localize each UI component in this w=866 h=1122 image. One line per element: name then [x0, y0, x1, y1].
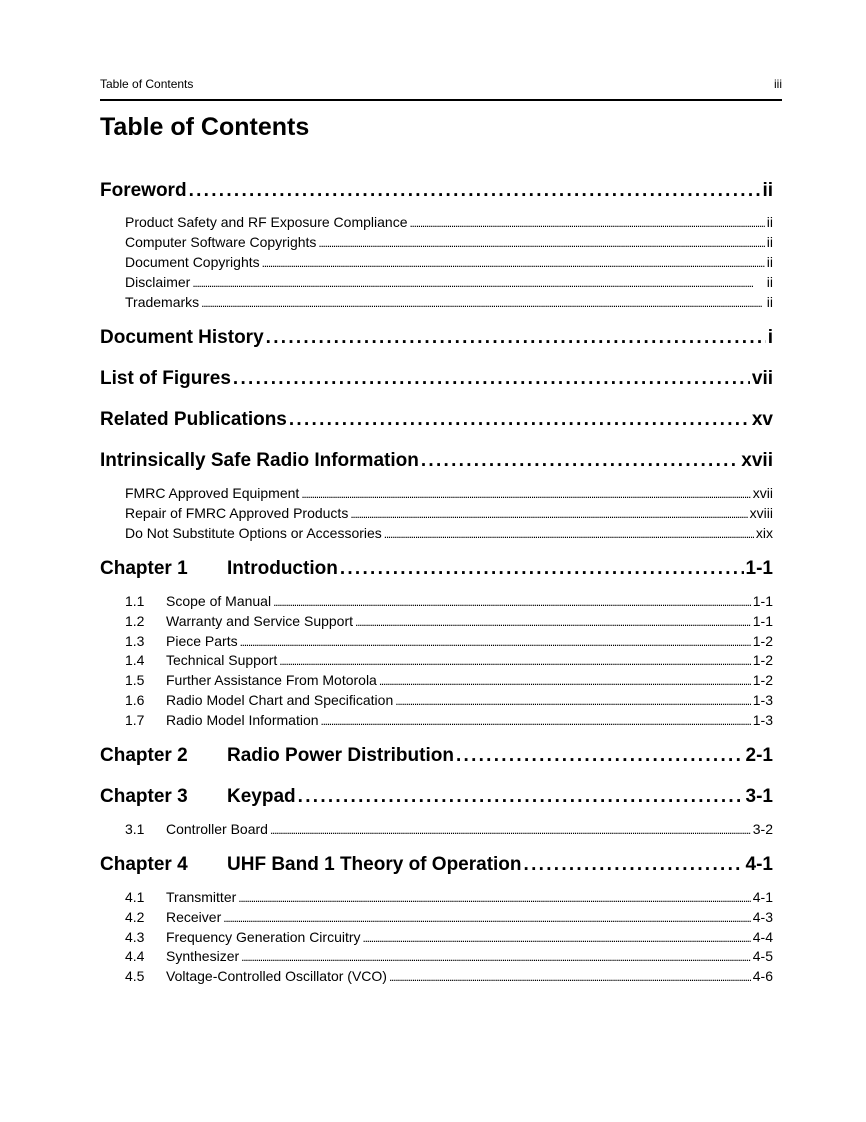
toc-entry-page-number: 4-5 [752, 948, 773, 964]
toc-section-entry[interactable] [125, 633, 773, 652]
toc-entry-page-number: ii [766, 214, 773, 230]
dot-leader [201, 294, 765, 310]
toc-entry-title: Do Not Substitute Options or Accessories [125, 525, 382, 541]
toc-entry-title: Scope of Manual [166, 593, 272, 609]
toc-entry-title: Document Copyrights [125, 254, 260, 270]
toc-entry-page-number: xvii [752, 485, 773, 501]
dot-leader [241, 948, 751, 964]
toc-entry-page-number: 2-1 [745, 745, 773, 766]
dot-leader [262, 254, 765, 270]
toc-entry-title: Warranty and Service Support [166, 613, 354, 629]
toc-section-entry[interactable] [125, 525, 773, 544]
toc-section-entry[interactable] [125, 294, 773, 313]
dot-leader [524, 854, 744, 876]
dot-leader [238, 889, 750, 905]
toc-entry-title: Synthesizer [166, 948, 240, 964]
dot-leader [192, 274, 764, 290]
toc-chapter-entry[interactable] [100, 327, 773, 351]
toc-entry-number: 4.2 [125, 909, 145, 925]
toc-section-entry[interactable] [125, 613, 773, 632]
dot-leader [340, 558, 744, 580]
toc-section-entry[interactable] [125, 821, 773, 840]
toc-entry-page-number: xv [751, 409, 773, 430]
toc-entry-page-number: 1-1 [752, 613, 773, 629]
toc-entry-page-number: 4-6 [752, 968, 773, 984]
toc-entry-page-number: ii [766, 274, 773, 290]
toc-entry-number: Chapter 4 [100, 854, 188, 875]
toc-entry-title: Foreword [100, 180, 187, 201]
dot-leader [363, 929, 751, 945]
toc-entry-page-number: 4-1 [745, 854, 773, 875]
toc-section-entry[interactable] [125, 889, 773, 908]
toc-section-entry[interactable] [125, 948, 773, 967]
dot-leader [240, 633, 751, 649]
toc-entry-number: 4.4 [125, 948, 145, 964]
toc-entry-page-number: 4-3 [752, 909, 773, 925]
dot-leader [350, 505, 747, 521]
running-header [100, 77, 782, 101]
toc-entry-title: Keypad [227, 786, 296, 807]
toc-section-entry[interactable] [125, 692, 773, 711]
toc-entry-title: Piece Parts [166, 633, 238, 649]
toc-entry-page-number: ii [766, 234, 773, 250]
toc-entry-number: 4.3 [125, 929, 145, 945]
toc-chapter-entry[interactable] [100, 368, 773, 392]
dot-leader [301, 485, 750, 501]
toc-chapter-entry[interactable] [100, 854, 773, 878]
toc-section-entry[interactable] [125, 274, 773, 293]
toc-section-entry[interactable] [125, 593, 773, 612]
toc-entry-page-number: xix [755, 525, 773, 541]
dot-leader [384, 525, 754, 541]
dot-leader [273, 593, 751, 609]
toc-entry-page-number: 3-1 [745, 786, 773, 807]
dot-leader [266, 327, 766, 349]
toc-entry-title: Controller Board [166, 821, 268, 837]
toc-entry-number: 1.3 [125, 633, 145, 649]
toc-entry-title: Further Assistance From Motorola [166, 672, 377, 688]
toc-section-entry[interactable] [125, 254, 773, 273]
toc-entry-title: List of Figures [100, 368, 231, 389]
toc-section-entry[interactable] [125, 672, 773, 691]
dot-leader [223, 909, 751, 925]
toc-entry-title: Related Publications [100, 409, 287, 430]
toc-entry-number: 4.1 [125, 889, 145, 905]
toc-entry-page-number: 3-2 [752, 821, 773, 837]
dot-leader [289, 409, 750, 431]
dot-leader [318, 234, 764, 250]
toc-entry-number: Chapter 1 [100, 558, 188, 579]
dot-leader [389, 968, 751, 984]
toc-section-entry[interactable] [125, 234, 773, 253]
dot-leader [270, 821, 751, 837]
toc-entry-page-number: 1-3 [752, 692, 773, 708]
toc-entry-page-number: ii [762, 180, 773, 201]
toc-section-entry[interactable] [125, 929, 773, 948]
dot-leader [379, 672, 751, 688]
toc-entry-title: Radio Power Distribution [227, 745, 454, 766]
toc-entry-page-number: 4-1 [752, 889, 773, 905]
toc-entry-number: 1.7 [125, 712, 145, 728]
toc-entry-title: Frequency Generation Circuitry [166, 929, 361, 945]
toc-entry-number: 1.1 [125, 593, 145, 609]
dot-leader [395, 692, 751, 708]
toc-section-entry[interactable] [125, 909, 773, 928]
toc-entry-page-number: xvii [741, 450, 773, 471]
toc-entry-number: 4.5 [125, 968, 145, 984]
toc-entry-page-number: 1-3 [752, 712, 773, 728]
toc-section-entry[interactable] [125, 712, 773, 731]
toc-entry-title: UHF Band 1 Theory of Operation [227, 854, 522, 875]
toc-chapter-entry[interactable] [100, 450, 773, 474]
dot-leader [233, 368, 750, 390]
toc-entry-page-number: 1-2 [752, 672, 773, 688]
toc-entry-title: Radio Model Chart and Specification [166, 692, 394, 708]
toc-entry-page-number: 1-1 [745, 558, 773, 579]
toc-entry-title: Introduction [227, 558, 338, 579]
dot-leader [321, 712, 751, 728]
toc-entry-title: Radio Model Information [166, 712, 319, 728]
dot-leader [298, 786, 744, 808]
toc-entry-title: Voltage-Controlled Oscillator (VCO) [166, 968, 387, 984]
toc-section-entry[interactable] [125, 214, 773, 233]
toc-chapter-entry[interactable] [100, 558, 773, 582]
toc-entry-title: Computer Software Copyrights [125, 234, 317, 250]
toc-entry-page-number: 1-2 [752, 652, 773, 668]
toc-entry-title: Technical Support [166, 652, 278, 668]
toc-entry-page-number: ii [766, 294, 773, 310]
toc-entry-page-number: i [767, 327, 773, 348]
toc-entry-page-number: ii [766, 254, 773, 270]
toc-entry-title: Intrinsically Safe Radio Information [100, 450, 419, 471]
toc-entry-page-number: xviii [749, 505, 773, 521]
toc-section-entry[interactable] [125, 968, 773, 987]
toc-entry-title: Receiver [166, 909, 222, 925]
running-header-page-number: iii [774, 77, 782, 91]
toc-section-entry[interactable] [125, 505, 773, 524]
running-header-section: Table of Contents [100, 77, 194, 91]
toc-section-entry[interactable] [125, 485, 773, 504]
dot-leader [409, 214, 764, 230]
toc-entry-title: FMRC Approved Equipment [125, 485, 300, 501]
toc-chapter-entry[interactable] [100, 409, 773, 433]
toc-entry-title: Disclaimer [125, 274, 191, 290]
toc-entry-title: Trademarks [125, 294, 200, 310]
dot-leader [279, 652, 750, 668]
toc-entry-number: 1.4 [125, 652, 145, 668]
toc-entry-title: Repair of FMRC Approved Products [125, 505, 349, 521]
toc-entry-title: Transmitter [166, 889, 237, 905]
toc-entry-number: 1.2 [125, 613, 145, 629]
toc-entry-number: Chapter 3 [100, 786, 188, 807]
page-title: Table of Contents [100, 113, 310, 141]
toc-entry-title: Document History [100, 327, 264, 348]
dot-leader [355, 613, 751, 629]
toc-entry-page-number: vii [751, 368, 773, 389]
dot-leader [421, 450, 739, 472]
toc-entry-page-number: 1-1 [752, 593, 773, 609]
toc-entry-number: 1.6 [125, 692, 145, 708]
toc-chapter-entry[interactable] [100, 786, 773, 810]
toc-chapter-entry[interactable] [100, 180, 773, 204]
toc-entry-page-number: 4-4 [752, 929, 773, 945]
toc-chapter-entry[interactable] [100, 745, 773, 769]
toc-entry-number: 3.1 [125, 821, 145, 837]
toc-entry-page-number: 1-2 [752, 633, 773, 649]
dot-leader [189, 180, 761, 202]
toc-entry-number: Chapter 2 [100, 745, 188, 766]
toc-entry-title: Product Safety and RF Exposure Compliance [125, 214, 408, 230]
toc-section-entry[interactable] [125, 652, 773, 671]
toc-entry-number: 1.5 [125, 672, 145, 688]
dot-leader [456, 745, 744, 767]
